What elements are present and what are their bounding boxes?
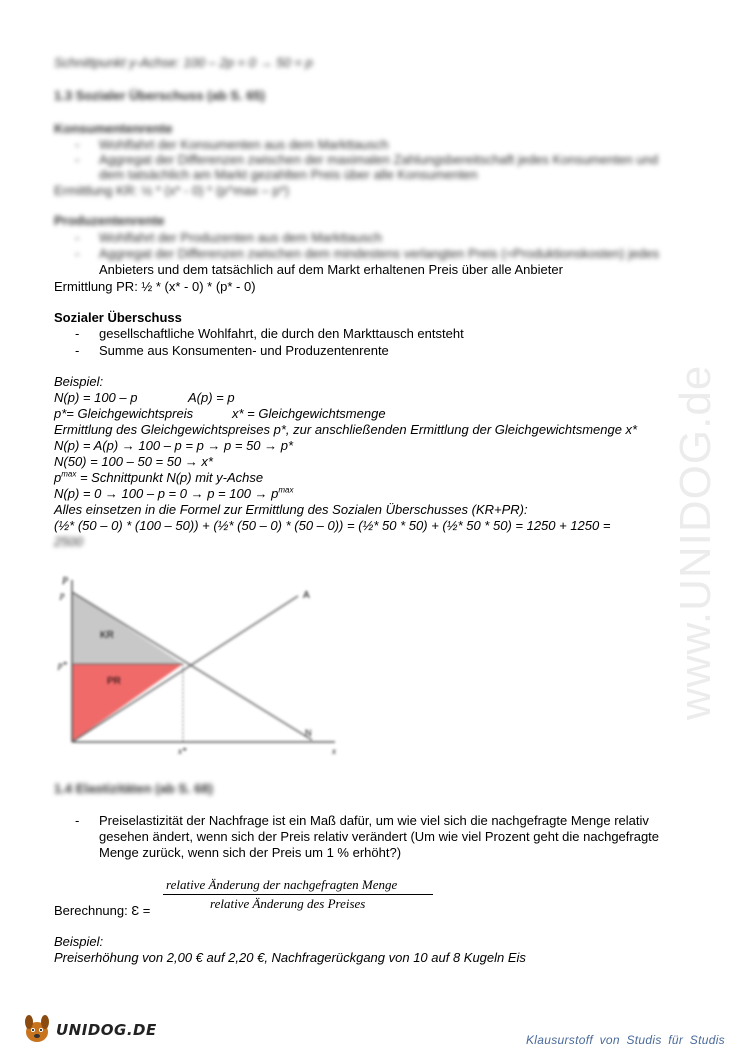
- beispiel-line-2a: p*= Gleichgewichtspreis: [54, 406, 194, 421]
- bullet-dash: -: [75, 152, 80, 167]
- beispiel-text-2: Preiserhöhung von 2,00 € auf 2,20 €, Nachfragerückgang von 10 auf 8 Kugeln Eis: [54, 950, 526, 965]
- bullet-dash: -: [75, 246, 80, 261]
- supply-label: A: [303, 590, 310, 601]
- pmax-label: p: [60, 590, 65, 600]
- beispiel-line-8: Alles einsetzen in die Formel zur Ermittlung des Sozialen Überschusses (KR+PR):: [54, 502, 528, 517]
- fraction-denominator: relative Änderung des Preises: [210, 896, 366, 911]
- pmax-symbol: p: [54, 470, 62, 485]
- kr-label: KR: [100, 630, 114, 641]
- pstar-label: p*: [58, 660, 67, 670]
- beispiel-line-10: 2500: [54, 534, 83, 549]
- fraction-bar: [163, 894, 433, 895]
- line7-superscript: max: [278, 485, 294, 495]
- pr-heading: Produzentenrente: [54, 213, 165, 228]
- surplus-diagram: [50, 570, 350, 760]
- calc-label: Berechnung: Ɛ =: [54, 903, 151, 918]
- xstar-label: x*: [178, 746, 187, 756]
- demand-label: N: [305, 728, 312, 738]
- bullet-dash: -: [75, 343, 80, 358]
- pr-label: PR: [107, 676, 121, 687]
- blurred-line: Schnittpunkt y-Achse: 100 – 2p = 0 → 50 = p: [54, 55, 313, 70]
- beispiel-line-4: N(p) = A(p) → 100 – p = p → p = 50 → p*: [54, 438, 294, 453]
- pmax-superscript: max: [61, 469, 77, 479]
- watermark: [640, 280, 740, 740]
- pr-bullet-2b: Anbieters und dem tatsächlich auf dem Markt erhaltenen Preis über alle Anbieter: [99, 262, 563, 277]
- sozialer-ueberschuss-heading: Sozialer Überschuss: [54, 310, 182, 325]
- pmax-text: = Schnittpunkt N(p) mit y-Achse: [76, 470, 264, 485]
- pr-bullet-2a: Aggregat der Differenzen zwischen dem mindestens verlangten Preis (=Produktionskosten) jedes: [99, 246, 660, 261]
- elast-bullet-a: Preiselastizität der Nachfrage ist ein Maß dafür, um wie viel sich die nachgefragte Menge relativ: [99, 813, 649, 828]
- beispiel-line-9: (½* (50 – 0) * (100 – 50)) + (½* (50 – 0) * (50 – 0)) = (½* 50 * 50) + (½* 50 * 50) = 1250 + 1250 =: [54, 518, 611, 533]
- fraction-numerator: relative Änderung der nachgefragten Menge: [166, 877, 398, 892]
- bullet-dash: -: [75, 137, 80, 152]
- kr-bullet-2a: Aggregat der Differenzen zwischen der maximalen Zahlungsbereitschaft jedes Konsumenten und: [99, 152, 659, 167]
- bullet-dash: -: [75, 326, 80, 341]
- beispiel-line-1b: A(p) = p: [188, 390, 235, 405]
- kr-bullet-1: Wohlfahrt der Konsumenten aus dem Markttausch: [99, 137, 389, 152]
- beispiel-line-7: [54, 486, 294, 502]
- beispiel-line-3: Ermittlung des Gleichgewichtspreises p*, zur anschließenden Ermittlung der Gleichgewichtsmenge x*: [54, 422, 638, 437]
- footer-tagline: Klausurstoff von Studis für Studis: [526, 1033, 725, 1047]
- beispiel-label-2: Beispiel:: [54, 934, 104, 949]
- sozial-bullet-2: Summe aus Konsumenten- und Produzentenrente: [99, 343, 389, 358]
- pr-area: [72, 664, 183, 742]
- beispiel-line-1a: N(p) = 100 – p: [54, 390, 138, 405]
- kr-heading: Konsumentenrente: [54, 121, 173, 136]
- bullet-dash: -: [75, 813, 80, 828]
- kr-formula: Ermittlung KR: ½ * (x* - 0) * (p^max – p*): [54, 183, 290, 198]
- beispiel-line-2b: x* = Gleichgewichtsmenge: [232, 406, 386, 421]
- watermark-text: www.UNIDOG.de: [671, 364, 720, 720]
- beispiel-label: Beispiel:: [54, 374, 104, 389]
- kr-bullet-2b: dem tatsächlich am Markt gezahlten Preis über alle Konsumenten: [99, 167, 478, 182]
- beispiel-line-6: [54, 470, 263, 486]
- beispiel-line-5: N(50) = 100 – 50 = 50 → x*: [54, 454, 213, 469]
- section-heading-1-4: 1.4 Elastizitäten (ab S. 68): [54, 781, 213, 796]
- bullet-dash: -: [75, 230, 80, 245]
- line7-main: N(p) = 0 → 100 – p = 0 → p = 100 → p: [54, 486, 279, 501]
- elast-bullet-b: gesehen ändert, wenn sich der Preis relativ verändert (Um wie viel Prozent geht die nachgefragte: [99, 829, 660, 844]
- section-heading-1-3: 1.3 Sozialer Überschuss (ab S. 65): [54, 88, 265, 103]
- pr-bullet-1: Wohlfahrt der Produzenten aus dem Markttausch: [99, 230, 383, 245]
- y-axis-label: P: [62, 576, 69, 587]
- elast-bullet-c: Menge zurück, wenn sich der Preis um 1 % erhöht?): [99, 845, 402, 860]
- x-axis-label: x: [332, 746, 336, 756]
- pr-formula: Ermittlung PR: ½ * (x* - 0) * (p* - 0): [54, 279, 256, 294]
- dog-logo-icon: [20, 1012, 54, 1046]
- footer-logo-text: UNIDOG.DE: [56, 1021, 157, 1039]
- sozial-bullet-1: gesellschaftliche Wohlfahrt, die durch den Markttausch entsteht: [99, 326, 464, 341]
